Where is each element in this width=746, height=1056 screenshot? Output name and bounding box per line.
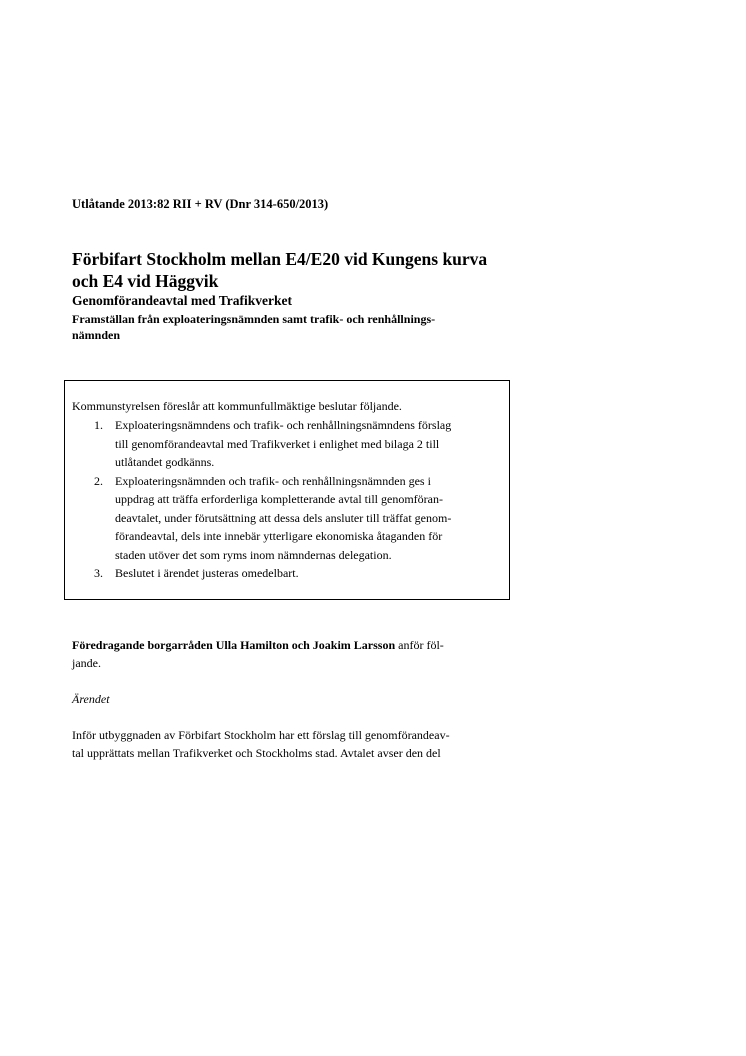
document-title — [72, 248, 532, 292]
proposal-item-line: staden utöver det som ryms inom nämndernas delegation. — [115, 547, 392, 562]
proposal-item-number: 3. — [94, 566, 103, 580]
presenter-line: jande. — [72, 656, 101, 670]
proposal-item — [65, 416, 511, 472]
presenter-paragraph — [72, 636, 522, 672]
body-line: tal upprättats mellan Trafikverket och Stockholms stad. Avtalet avser den del — [72, 746, 441, 760]
proposal-item-number: 2. — [94, 473, 103, 488]
title-line: Förbifart Stockholm mellan E4/E20 vid Kungens kurva — [72, 249, 488, 269]
presenter-line — [72, 636, 522, 654]
proposal-item-line: Beslutet i ärendet justeras omedelbart. — [115, 566, 299, 580]
proposal-item-line: utlåtandet godkänns. — [115, 455, 215, 469]
document-subtitle: Genomförandeavtal med Trafikverket — [72, 293, 292, 308]
body-line: Inför utbyggnaden av Förbifart Stockholm har ett förslag till genomförandeav- — [72, 728, 450, 742]
presenter-names: Föredragande borgarråden Ulla Hamilton och Joakim Larsson — [72, 638, 396, 652]
proposal-item-line: uppdrag att träffa erforderliga kompletterande avtal till genomföran- — [115, 492, 443, 506]
framstallan-line: nämnden — [72, 328, 121, 342]
proposal-item-line: förandeavtal, dels inte innebär ytterligare ekonomiska åtaganden för — [115, 529, 443, 543]
presenter-rest: anför föl- — [395, 638, 444, 652]
framstallan-line: Framställan från exploateringsnämnden samt trafik- och renhållnings- — [72, 312, 436, 326]
proposal-intro: Kommunstyrelsen föreslår att kommunfullmäktige beslutar följande. — [72, 399, 402, 413]
proposal-item-line: Exploateringsnämnden och trafik- och renhållningsnämnden ges i — [115, 473, 431, 488]
body-paragraph — [72, 726, 522, 762]
proposal-item-line: Exploateringsnämndens och trafik- och renhållningsnämndens förslag — [115, 418, 452, 432]
proposal-box — [64, 380, 510, 600]
document-reference: Utlåtande 2013:82 RII + RV (Dnr 314-650/2013) — [72, 197, 329, 211]
proposal-list — [65, 416, 511, 583]
framstallan — [72, 311, 512, 343]
proposal-item-line: till genomförandeavtal med Trafikverket i enlighet med bilaga 2 till — [115, 436, 440, 451]
section-heading: Ärendet — [72, 692, 110, 706]
proposal-item — [65, 472, 511, 565]
proposal-item — [65, 564, 511, 583]
proposal-item-number: 1. — [94, 418, 103, 432]
proposal-item-line: deavtalet, under förutsättning att dessa dels ansluter till träffat genom- — [115, 510, 452, 525]
title-line: och E4 vid Häggvik — [72, 271, 219, 291]
